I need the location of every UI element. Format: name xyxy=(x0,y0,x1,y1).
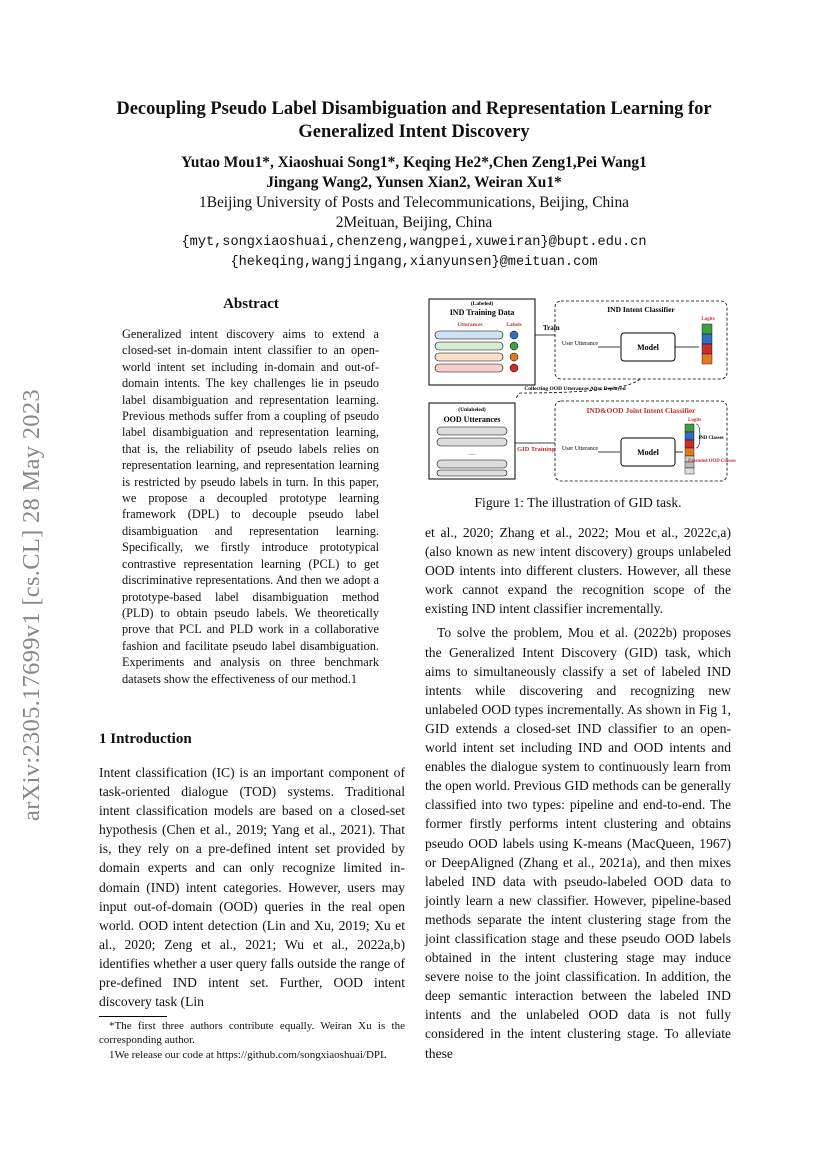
model-label: Model xyxy=(637,343,659,352)
gid-training-label: GID Training xyxy=(517,446,555,453)
unlabeled-label: (Unlabeled) xyxy=(458,407,486,413)
email-line-2: {hekeqing,wangjingang,xianyunsen}@meituan.com xyxy=(230,255,598,270)
train-label: Train xyxy=(543,324,560,332)
right-paragraph-1: et al., 2020; Zhang et al., 2022; Mou et al., 2022c,a) (also known as new intent discovery) groups unlabeled OOD intents into different clusters. However, all these work cannot expand the recognition scope of the existing IND intent classifier incrementally. xyxy=(425,525,731,617)
ood-utterance-bar xyxy=(437,427,507,435)
figure-caption: Figure 1: The illustration of GID task. xyxy=(474,495,682,510)
affiliations xyxy=(95,193,733,233)
joint-logit-cell xyxy=(685,468,694,474)
ood-utterance-bar xyxy=(437,438,507,446)
arxiv-id-text: arXiv:2305.17699v1 [cs.CL] 28 May 2023 xyxy=(18,389,45,821)
emails xyxy=(95,233,733,273)
collecting-label: Collecting OOD Utterances After Deployed xyxy=(524,386,626,392)
authors-line-2: Jingang Wang2, Yunsen Xian2, Weiran Xu1* xyxy=(266,174,562,191)
right-paragraph-2: To solve the problem, Mou et al. (2022b) proposes the Generalized Intent Discovery (GID) task, which aims to simultaneously classify a set of labeled IND intents while discovering and recognizing new unlabeled OOD types incrementally. As shown in Fig 1, GID extends a closed-set IND classifier to an open-world intent set including IND and OOD intents and enables the dialogue system to continuously learn from the open world. Previous GID methods can be generally classified into two types: pipeline and end-to-end. The former firstly performs intent clustering and obtains pseudo OOD labels using K-means (MacQueen, 1967) or DeepAligned (Zhang et al., 2021a), and then mixes labeled IND data with pseudo-labeled OOD data to jointly learn a new classifier. However, pipeline-based methods separate the intent clustering stage from the joint classification stage and these pseudo OOD labels obtained in the intent clustering stage may induce severe noise to the joint classification. In addition, the deep semantic interaction between the labeled IND intents and the unlabeled OOD data is not fully considered in the intent clustering stage. To alleviate these xyxy=(425,625,731,1061)
ind-classes-label: IND Classes xyxy=(698,436,724,441)
ind-training-data-label: IND Training Data xyxy=(449,308,515,317)
joint-logits-label: Logits xyxy=(688,418,702,423)
logit-cell xyxy=(702,344,712,354)
footnote-rule xyxy=(99,1016,167,1017)
extended-ood-classes-label: Extended OOD Classes xyxy=(688,459,736,464)
joint-logit-cell xyxy=(685,440,694,448)
intro-text: Intent classification (IC) is an important component of task-oriented dialogue (TOD) systems. Traditional intent classification models are based on a closed-set hypothesis (Chen et al., 2019; Yang et al., 2021). That is, they rely on a pre-defined intent set provided by domain experts and can only recognize limited in-domain (IND) intent categories. However, users may input out-of-domain (OOD) queries in the real open world. OOD intent detection (Lin and Xu, 2019; Xu et al., 2020; Zeng et al., 2021; Wu et al., 2022a,b) identifies whether a user query falls outside the range of pre-defined IND intent set. Further, OOD intent discovery task (Lin xyxy=(99,765,405,1010)
utterance-bar xyxy=(435,364,503,372)
ood-utterances-label: OOD Utterances xyxy=(443,415,501,424)
utterance-bar xyxy=(435,342,503,350)
label-dot xyxy=(510,342,518,350)
footnotes xyxy=(99,1019,405,1062)
arxiv-sidebar-id xyxy=(12,355,52,855)
dots-label: ...... xyxy=(468,452,476,457)
intro-heading: 1 Introduction xyxy=(99,731,192,747)
ood-utterance-bar xyxy=(437,470,507,476)
ind-classifier-label: IND Intent Classifier xyxy=(607,305,675,314)
paper-title: Decoupling Pseudo Label Disambiguation and Representation Learning for Generalized Intent Discovery xyxy=(116,99,712,142)
joint-logit-cell xyxy=(685,432,694,440)
utterance-bar xyxy=(435,353,503,361)
joint-logit-cell xyxy=(685,424,694,432)
abstract-text: Generalized intent discovery aims to extend a closed-set in-domain intent classifier to an open-world intent set including in-domain and out-of-domain intents. The key challenges lie in pseudo label disambiguation and representation learning. Previous methods suffer from a coupling of pseudo label disambiguation and representation learning, that is, the reliability of pseudo labels relies on representation learning, and representation learning is restricted by pseudo labels in turn. In this paper, we propose a decoupled prototype learning framework (DPL) to decouple pseudo label disambiguation and representation learning. Specifically, we firstly introduce prototypical contrastive representation learning (PCL) to get discriminative representations. And then we adopt a prototype-based label disambiguation method (PLD) to obtain pseudo labels. We theoretically prove that PCL and PLD work in a collaborative fashion and facilitate pseudo label disambiguation. Experiments and analysis on three benchmark datasets show the effectiveness of our method.1 xyxy=(122,327,379,686)
footnote-2: 1We release our code at https://github.com/songxiaoshuai/DPL xyxy=(109,1048,387,1061)
affiliation-1: 1Beijing University of Posts and Telecommunications, Beijing, China xyxy=(199,194,629,211)
right-column-text xyxy=(425,523,731,1063)
labeled-label: (Labeled) xyxy=(470,301,494,307)
footnote-1: *The first three authors contribute equally. Weiran Xu is the corresponding author. xyxy=(99,1020,405,1047)
joint-classifier-label: IND&OOD Joint Intent Classifier xyxy=(586,406,696,415)
authors xyxy=(95,153,733,193)
joint-logit-cell xyxy=(685,448,694,456)
utterances-label: Utterances xyxy=(457,322,483,328)
authors-line-1: Yutao Mou1*, Xiaoshuai Song1*, Keqing He2*,Chen Zeng1,Pei Wang1 xyxy=(181,154,647,171)
affiliation-2: 2Meituan, Beijing, China xyxy=(335,214,493,231)
joint-user-utterance-label: User Utterance xyxy=(561,446,599,452)
logit-cell xyxy=(702,354,712,364)
email-line-1: {myt,songxiaoshuai,chenzeng,wangpei,xuweiran}@bupt.edu.cn xyxy=(181,235,647,250)
label-dot xyxy=(510,353,518,361)
logit-cell xyxy=(702,334,712,344)
label-dot xyxy=(510,364,518,372)
joint-model-label: Model xyxy=(637,448,659,457)
abstract-heading: Abstract xyxy=(223,296,279,312)
logit-cell xyxy=(702,324,712,334)
logits-label: Logits xyxy=(701,317,715,322)
user-utterance-label: User Utterance xyxy=(561,341,599,347)
gid-figure xyxy=(425,293,736,483)
labels-label: Labels xyxy=(506,322,522,328)
ood-utterance-bar xyxy=(437,460,507,468)
label-dot xyxy=(510,331,518,339)
utterance-bar xyxy=(435,331,503,339)
